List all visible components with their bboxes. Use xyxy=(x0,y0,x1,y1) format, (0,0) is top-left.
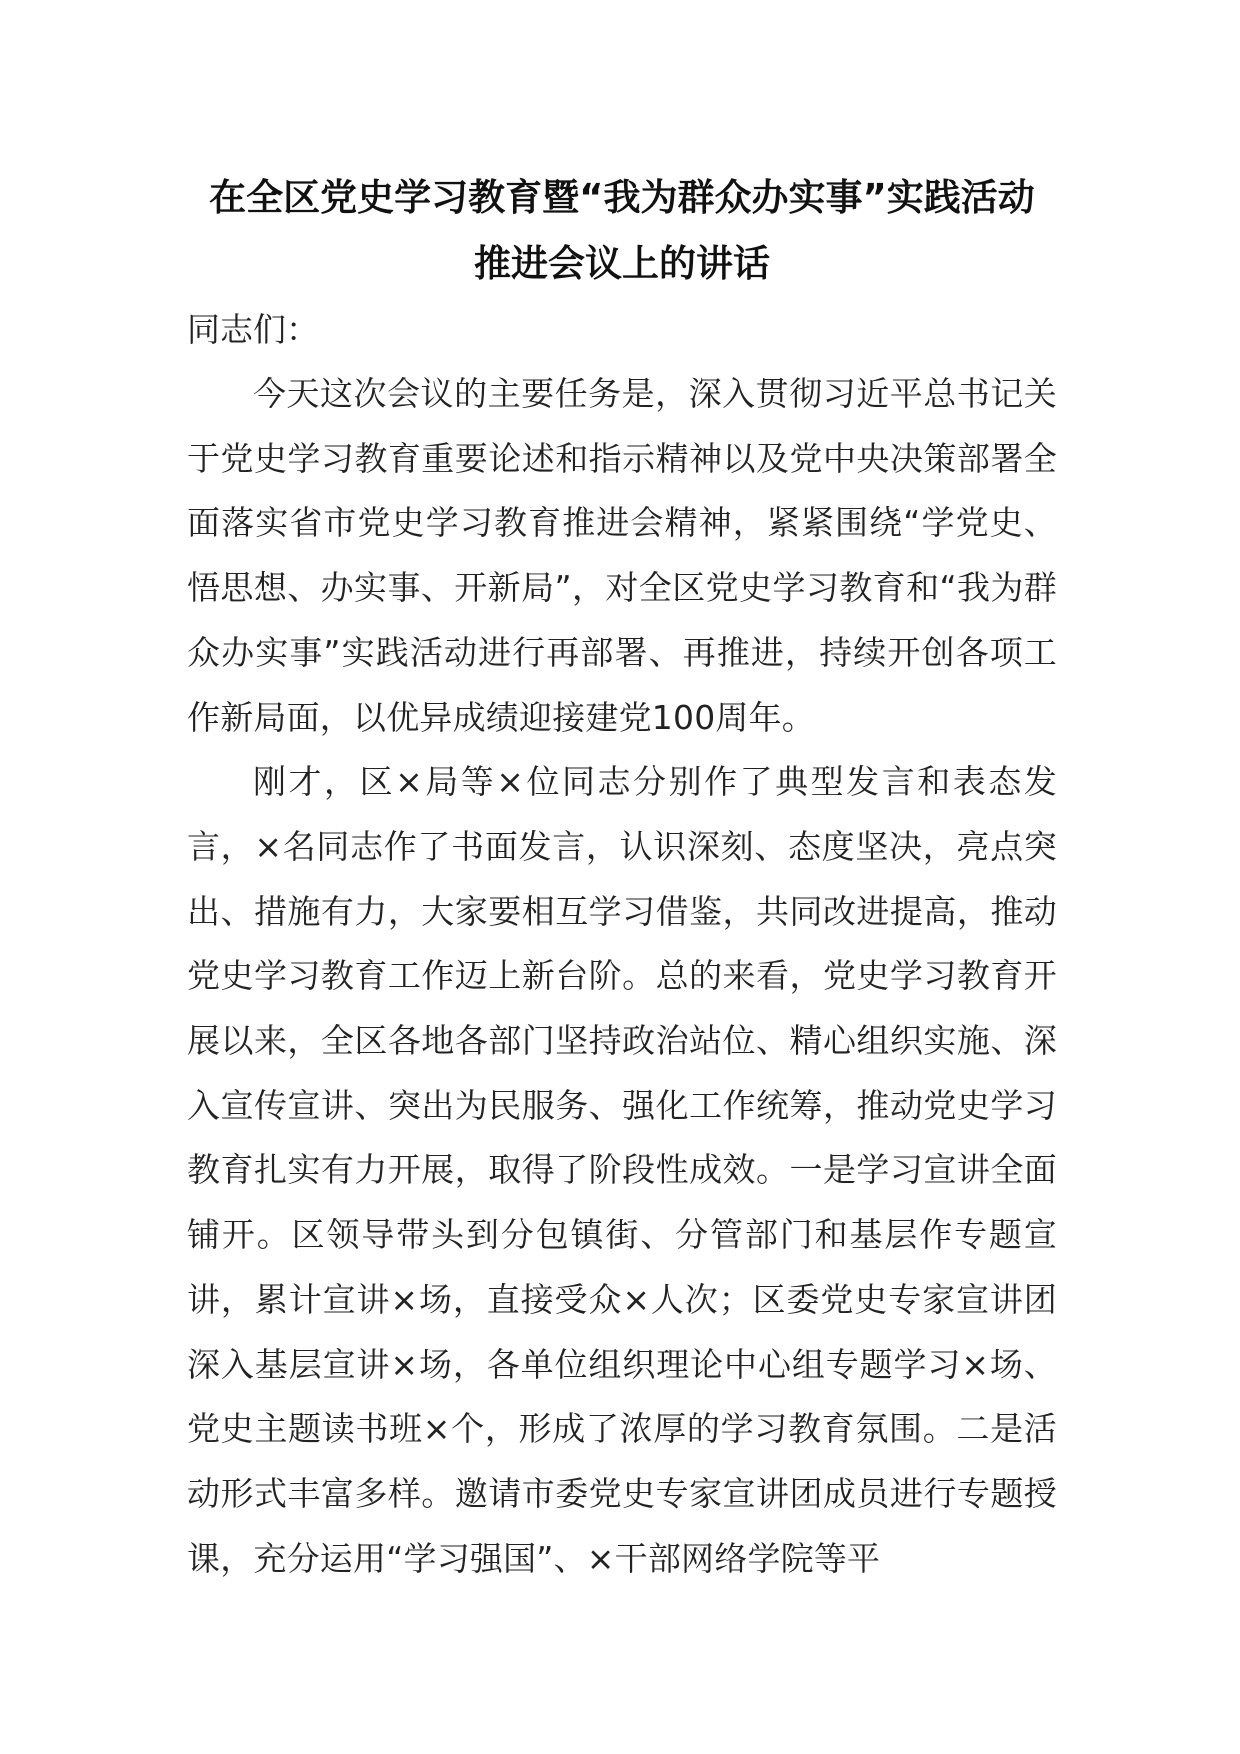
title-line-1: 在全区党史学习教育暨“我为群众办实事”实践活动 xyxy=(209,176,1035,219)
paragraph-1: 今天这次会议的主要任务是，深入贯彻习近平总书记关于党史学习教育重要论述和指示精神以及党中央决策部署全面落实省市党史学习教育推进会精神，紧紧围绕“学党史、悟思想、办实事、开新局”，对全区党史学习教育和“我为群众办实事”实践活动进行再部署、再推进，持续开创各项工作新局面，以优异成绩迎接建党100周年。 xyxy=(187,374,1057,737)
title-line-2: 推进会议上的讲话 xyxy=(474,242,770,285)
paragraph-2: 刚才，区×局等×位同志分别作了典型发言和表态发言，×名同志作了书面发言，认识深刻、态度坚决，亮点突出、措施有力，大家要相互学习借鉴，共同改进提高，推动党史学习教育工作迈上新台阶。总的来看，党史学习教育开展以来，全区各地各部门坚持政治站位、精心组织实施、深入宣传宣讲、突出为民服务、强化工作统筹，推动党史学习教育扎实有力开展，取得了阶段性成效。一是学习宣讲全面铺开。区领导带头到分包镇街、分管部门和基层作专题宣讲，累计宣讲×场，直接受众×人次；区委党史专家宣讲团深入基层宣讲×场，各单位组织理论中心组专题学习×场、党史主题读书班×个，形成了浓厚的学习教育氛围。二是活动形式丰富多样。邀请市委党史专家宣讲团成员进行专题授课，充分运用“学习强国”、×干部网络学院等平 xyxy=(187,762,1057,1578)
document-body xyxy=(187,165,1057,1591)
salutation: 同志们： xyxy=(187,310,319,349)
document-title xyxy=(187,165,1057,297)
